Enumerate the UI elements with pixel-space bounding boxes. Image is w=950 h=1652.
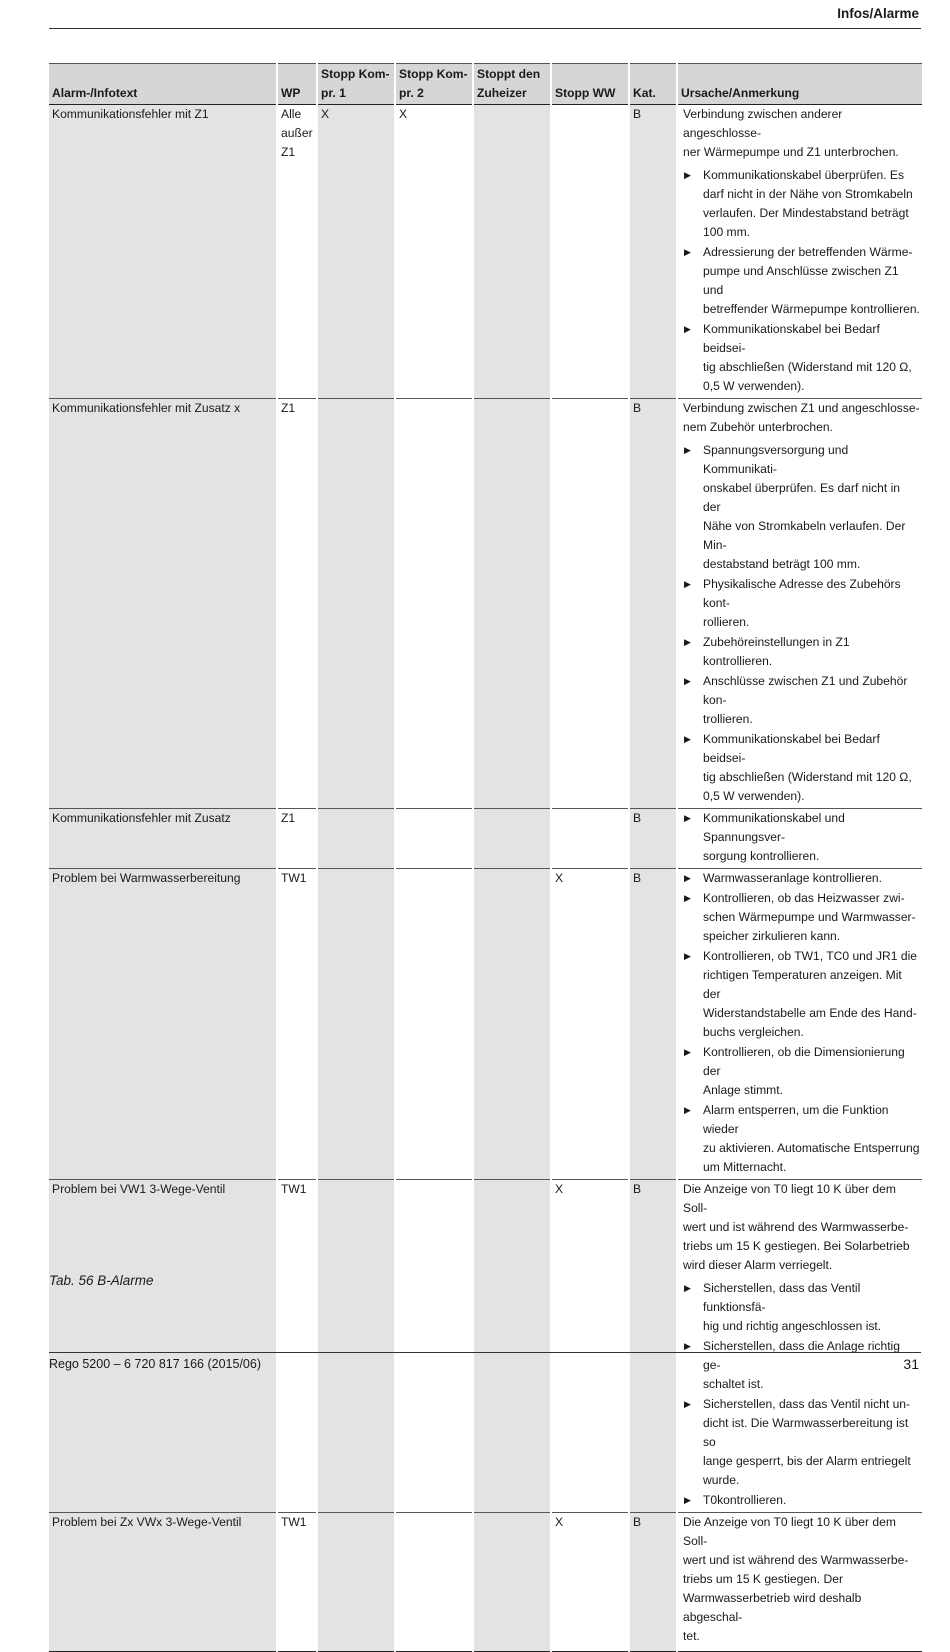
action-list-item: ▶ Kommunikationskabel überprüfen. Es darf nicht in der Nähe von Stromkabeln verlaufen. Der Mindestabstand beträgt 100 mm. <box>683 166 920 242</box>
alarm-text-cell: Problem bei Warmwasserbereitung <box>49 869 277 1180</box>
stop-compressor-1-cell <box>317 1180 395 1513</box>
cause-cell <box>677 105 922 399</box>
stop-compressor-1-cell <box>317 399 395 809</box>
cause-cell <box>677 1513 922 1652</box>
wp-cell: TW1 <box>277 1513 317 1652</box>
cause-cell <box>677 809 922 869</box>
action-list-item: ▶ Zubehöreinstellungen in Z1 kontrollieren. <box>683 633 920 671</box>
action-list-item: ▶ Spannungsversorgung und Kommunikati- onskabel überprüfen. Es darf nicht in der Nähe von Stromkabeln verlaufen. Der Min- destabstand beträgt 100 mm. <box>683 441 920 574</box>
stop-compressor-1-cell <box>317 1513 395 1652</box>
table-row <box>49 809 922 869</box>
table-row <box>49 105 922 399</box>
stop-heater-cell <box>473 105 551 399</box>
stop-ww-cell <box>551 399 629 809</box>
table-body <box>49 105 922 1652</box>
table-row <box>49 1513 922 1652</box>
page-number: 31 <box>903 1356 919 1372</box>
stop-heater-cell <box>473 399 551 809</box>
cause-intro-text: Die Anzeige von T0 liegt 10 K über dem Soll- wert und ist während des Warmwasserbe- triebs um 15 K gestiegen. Bei Solarbetrieb wird dieser Alarm verriegelt. <box>683 1182 910 1272</box>
action-list-item: ▶ T0kontrollieren. <box>683 1491 920 1510</box>
action-list <box>683 166 920 396</box>
action-list <box>683 1279 920 1510</box>
category-cell: B <box>629 1513 677 1652</box>
cause-cell <box>677 1180 922 1513</box>
category-cell: B <box>629 105 677 399</box>
action-list-item: ▶ Physikalische Adresse des Zubehörs kont- rollieren. <box>683 575 920 632</box>
stop-compressor-1-cell <box>317 869 395 1180</box>
stop-heater-cell <box>473 1180 551 1513</box>
column-header: Alarm-/Infotext <box>49 64 277 105</box>
action-list <box>683 869 920 1177</box>
action-list-item: ▶ Alarm entsperren, um die Funktion wieder zu aktivieren. Automatische Entsperrung um Mitternacht. <box>683 1101 920 1177</box>
header-divider <box>49 28 921 29</box>
action-list-item: ▶ Adressierung der betreffenden Wärme- pumpe und Anschlüsse zwischen Z1 und betreffender Wärmepumpe kontrollieren. <box>683 243 920 319</box>
column-header: Stopp Kom- pr. 2 <box>395 64 473 105</box>
action-list-item: ▶ Kontrollieren, ob das Heizwasser zwi- schen Wärmepumpe und Warmwasser- speicher zirkulieren kann. <box>683 889 920 946</box>
stop-compressor-2-cell: X <box>395 105 473 399</box>
category-cell: B <box>629 809 677 869</box>
cause-intro-text: Die Anzeige von T0 liegt 10 K über dem Soll- wert und ist während des Warmwasserbe- triebs um 15 K gestiegen. Der Warmwasserbetrieb wird deshalb abgeschal- tet. <box>683 1515 909 1643</box>
wp-cell: TW1 <box>277 1180 317 1513</box>
action-list <box>683 809 920 866</box>
page-header-title: Infos/Alarme <box>837 6 919 21</box>
stop-heater-cell <box>473 1513 551 1652</box>
column-header: Stopp WW <box>551 64 629 105</box>
wp-cell: Alle außer Z1 <box>277 105 317 399</box>
action-list-item: ▶ Warmwasseranlage kontrollieren. <box>683 869 920 888</box>
table-header-row <box>49 64 922 105</box>
category-cell: B <box>629 399 677 809</box>
wp-cell: Z1 <box>277 809 317 869</box>
stop-ww-cell <box>551 809 629 869</box>
footer-divider <box>49 1352 921 1353</box>
table-row <box>49 399 922 809</box>
stop-compressor-2-cell <box>395 809 473 869</box>
action-list-item: ▶ Kommunikationskabel bei Bedarf beidsei- tig abschließen (Widerstand mit 120 Ω, 0,5 W verwenden). <box>683 320 920 396</box>
alarm-text-cell: Kommunikationsfehler mit Zusatz <box>49 809 277 869</box>
table-row <box>49 1180 922 1513</box>
footer-document-id: Rego 5200 – 6 720 817 166 (2015/06) <box>49 1357 261 1371</box>
action-list-item: ▶ Kommunikationskabel und Spannungsver- sorgung kontrollieren. <box>683 809 920 866</box>
column-header: WP <box>277 64 317 105</box>
stop-compressor-2-cell <box>395 1180 473 1513</box>
column-header: Stoppt den Zuheizer <box>473 64 551 105</box>
stop-ww-cell: X <box>551 869 629 1180</box>
table-caption: Tab. 56 B-Alarme <box>49 1273 154 1288</box>
stop-compressor-2-cell <box>395 399 473 809</box>
wp-cell: TW1 <box>277 869 317 1180</box>
table-row <box>49 869 922 1180</box>
cause-cell <box>677 399 922 809</box>
column-header: Ursache/Anmerkung <box>677 64 922 105</box>
stop-ww-cell <box>551 105 629 399</box>
stop-heater-cell <box>473 809 551 869</box>
cause-cell <box>677 869 922 1180</box>
cause-intro-text: Verbindung zwischen anderer angeschlosse- ner Wärmepumpe und Z1 unterbrochen. <box>683 107 899 159</box>
column-header: Kat. <box>629 64 677 105</box>
alarm-text-cell: Kommunikationsfehler mit Zusatz x <box>49 399 277 809</box>
alarm-text-cell: Problem bei Zx VWx 3-Wege-Ventil <box>49 1513 277 1652</box>
action-list-item: ▶ Kontrollieren, ob TW1, TC0 und JR1 die richtigen Temperaturen anzeigen. Mit der Widerstandstabelle am Ende des Hand- buchs vergleichen. <box>683 947 920 1042</box>
stop-heater-cell <box>473 869 551 1180</box>
cause-intro-text: Verbindung zwischen Z1 und angeschlosse- nem Zubehör unterbrochen. <box>683 401 920 434</box>
wp-cell: Z1 <box>277 399 317 809</box>
action-list-item: ▶ Anschlüsse zwischen Z1 und Zubehör kon- trollieren. <box>683 672 920 729</box>
action-list-item: ▶ Kontrollieren, ob die Dimensionierung der Anlage stimmt. <box>683 1043 920 1100</box>
category-cell: B <box>629 869 677 1180</box>
action-list-item: ▶ Sicherstellen, dass das Ventil nicht un- dicht ist. Die Warmwasserbereitung ist so lange gesperrt, bis der Alarm entriegelt wurde. <box>683 1395 920 1490</box>
column-header: Stopp Kom- pr. 1 <box>317 64 395 105</box>
action-list <box>683 441 920 806</box>
action-list-item: ▶ Sicherstellen, dass die Anlage richtig ge- schaltet ist. <box>683 1337 920 1394</box>
stop-compressor-2-cell <box>395 869 473 1180</box>
action-list-item: ▶ Kommunikationskabel bei Bedarf beidsei- tig abschließen (Widerstand mit 120 Ω, 0,5 W verwenden). <box>683 730 920 806</box>
stop-ww-cell: X <box>551 1180 629 1513</box>
alarm-text-cell: Kommunikationsfehler mit Z1 <box>49 105 277 399</box>
b-alarm-table <box>49 63 922 1652</box>
stop-ww-cell: X <box>551 1513 629 1652</box>
stop-compressor-2-cell <box>395 1513 473 1652</box>
category-cell: B <box>629 1180 677 1513</box>
stop-compressor-1-cell: X <box>317 105 395 399</box>
alarm-text-cell: Problem bei VW1 3-Wege-Ventil <box>49 1180 277 1513</box>
stop-compressor-1-cell <box>317 809 395 869</box>
action-list-item: ▶ Sicherstellen, dass das Ventil funktionsfä- hig und richtig angeschlossen ist. <box>683 1279 920 1336</box>
